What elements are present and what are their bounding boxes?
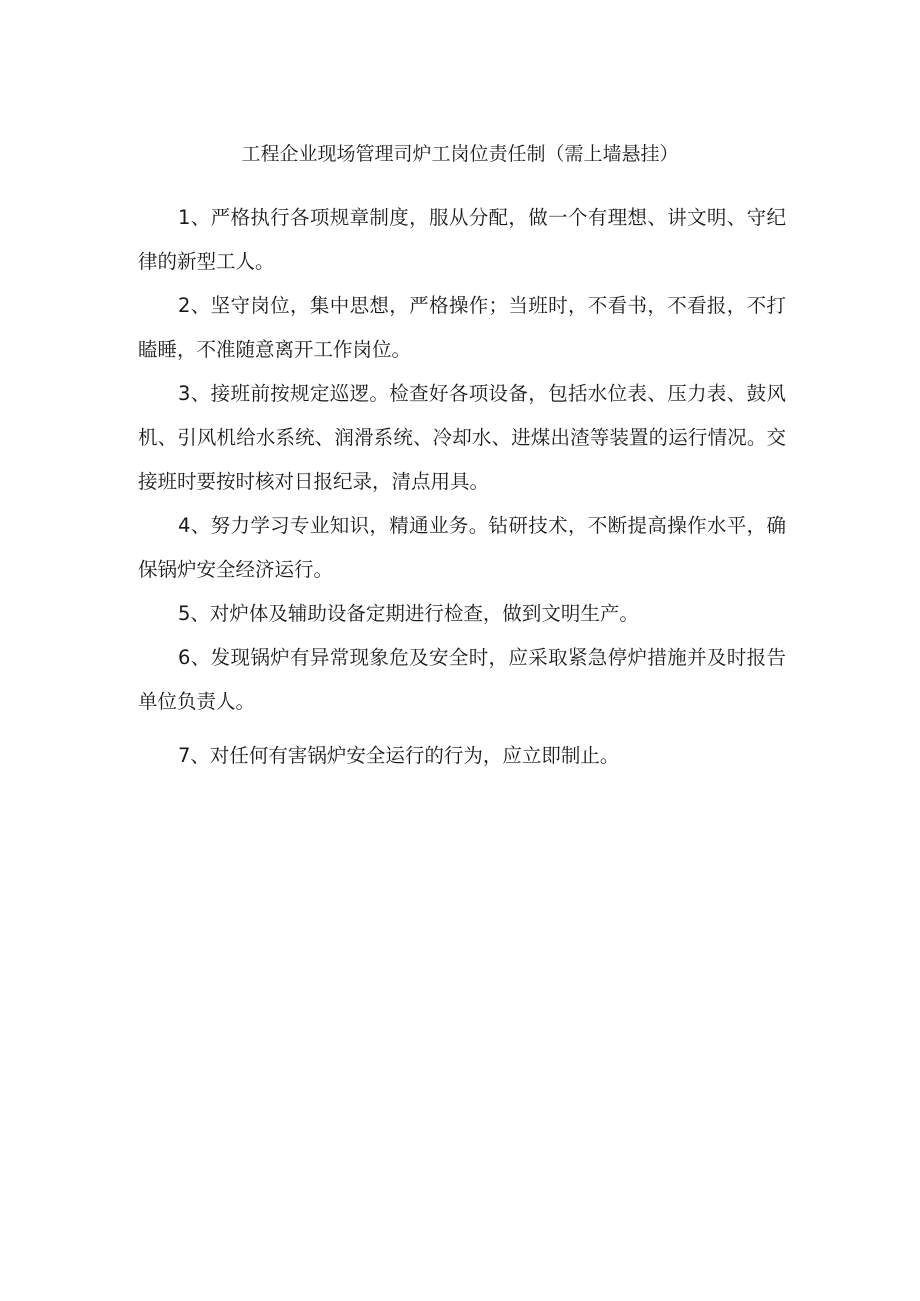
duty-clause-1: 1、严格执行各项规章制度，服从分配，做一个有理想、讲文明、守纪律的新型工人。 [138, 206, 786, 273]
duty-clause-list [138, 196, 786, 778]
duty-clause-3: 3、接班前按规定巡逻。检查好各项设备，包括水位表、压力表、鼓风机、引风机给水系统、润滑系统、冷却水、进煤出渣等装置的运行情况。交接班时要按时核对日报纪录，清点用具。 [138, 382, 786, 493]
duty-clause-6: 6、发现锅炉有异常现象危及安全时，应采取紧急停炉措施并及时报告单位负责人。 [138, 646, 786, 713]
duty-clause-4: 4、努力学习专业知识，精通业务。钻研技术，不断提高操作水平，确保锅炉安全经济运行。 [138, 514, 786, 581]
document-title: 工程企业现场管理司炉工岗位责任制（需上墙悬挂） [241, 143, 679, 165]
duty-clause-5: 5、对炉体及辅助设备定期进行检查，做到文明生产。 [178, 602, 639, 625]
duty-clause-2: 2、坚守岗位，集中思想，严格操作；当班时，不看书，不看报，不打瞌睡，不准随意离开工作岗位。 [138, 294, 786, 361]
duty-clause-7: 7、对任何有害锅炉安全运行的行为，应立即制止。 [178, 744, 620, 767]
